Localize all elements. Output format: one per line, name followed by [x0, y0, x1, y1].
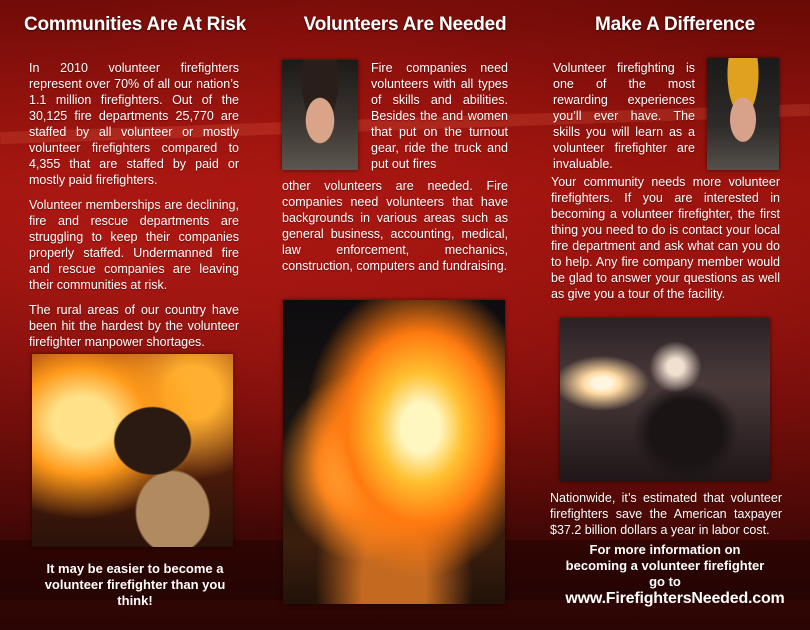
- more-info-text: For more information on becoming a volunteer firefighter go to: [565, 542, 765, 589]
- right-intro-text: Volunteer firefighting is one of the most rewarding experiences you’ll ever have. The skills you will learn as a volunteer firefighter are invaluable.: [553, 61, 695, 171]
- night-firefighters-photo: [560, 318, 770, 481]
- left-paragraph-1: In 2010 volunteer firefighters represent over 70% of all our nation’s 1.1 million firefighters. Out of the 30,125 fire departments 25,770 are staffed by all volunteer or mostly volunteer firefighters compared to 4,355 that are staffed by paid or mostly paid firefighters.: [29, 61, 239, 187]
- left-paragraph-2: Volunteer memberships are declining, fire and rescue departments are struggling to keep their companies properly staffed. Undermanned fire and rescue companies are leaving their communities at risk.: [29, 198, 239, 292]
- left-closing-text: It may be easier to become a volunteer firefighter than you think!: [44, 561, 226, 608]
- website-link[interactable]: www.FirefightersNeeded.com: [565, 590, 785, 607]
- right-column: [540, 0, 810, 630]
- left-paragraph-3: The rural areas of our country have been hit the hardest by the volunteer firefighter manpower shortages.: [29, 303, 239, 349]
- right-heading: Make A Difference: [595, 14, 755, 35]
- firefighter-helmet-photo: [32, 354, 233, 547]
- left-text: [29, 60, 239, 350]
- left-heading: Communities Are At Risk: [23, 14, 247, 35]
- female-firefighter-portrait: [707, 58, 779, 170]
- right-stat-text: Nationwide, it’s estimated that volunteer firefighters save the American taxpayer $37.2 billion dollars a year in labor cost.: [550, 491, 782, 537]
- middle-continuation-text: other volunteers are needed. Fire companies need volunteers that have backgrounds in various areas such as general business, accounting, medical, law enforcement, mechanics, construction, computers and fundraising.: [282, 179, 508, 273]
- left-column: [0, 0, 270, 630]
- middle-heading: Volunteers Are Needed: [303, 14, 507, 35]
- building-fire-photo: [283, 300, 505, 604]
- middle-column: [270, 0, 540, 630]
- male-firefighter-portrait: [282, 60, 358, 170]
- middle-intro-text: Fire companies need volunteers with all types of skills and abilities. Besides the and women that put on the turnout gear, ride the truck and put out fires: [371, 61, 508, 171]
- right-paragraph: Your community needs more volunteer firefighters. If you are interested in becoming a volunteer firefighter, the first thing you need to do is contact your local fire department and ask what can you do to help. Any fire company member would be glad to answer your questions as well as give you a tour of the facility.: [551, 175, 780, 301]
